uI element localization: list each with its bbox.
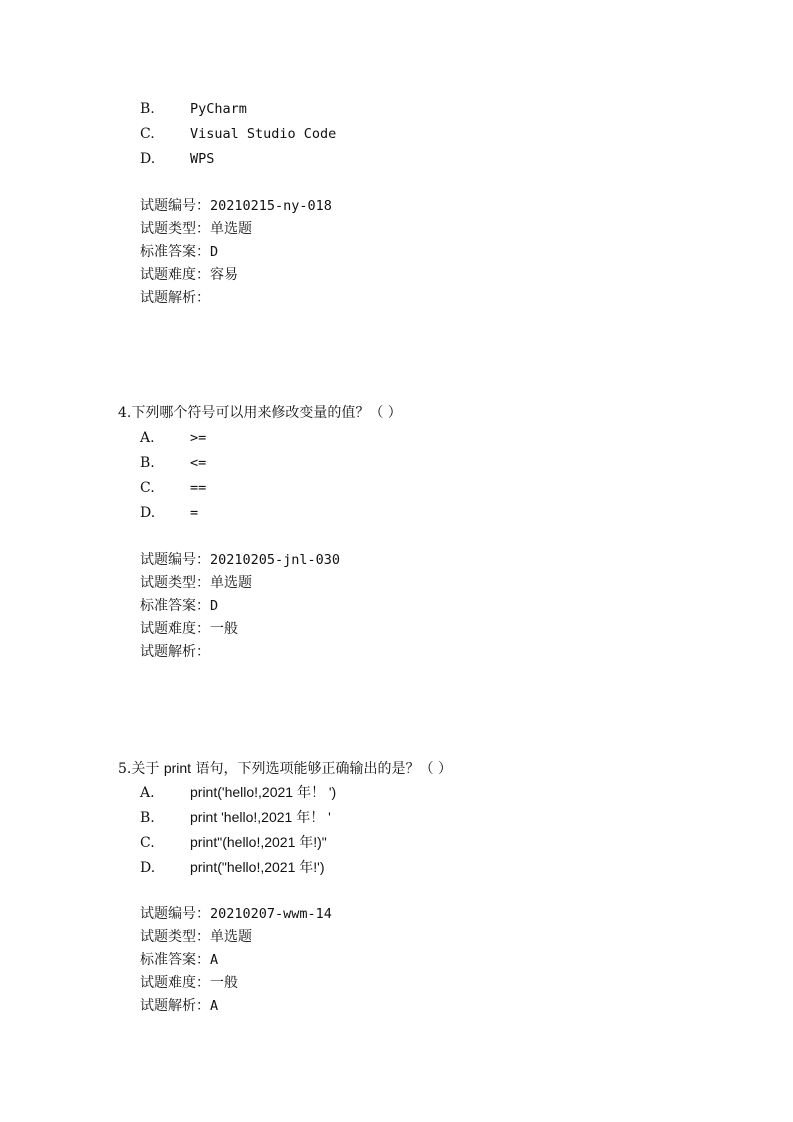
- meta-value: D: [210, 244, 219, 260]
- q4-option-d: [140, 503, 198, 523]
- q5-title-suffix: 语句，下列选项能够正确输出的是？（ ）: [191, 761, 452, 777]
- option-letter: A.: [140, 785, 155, 801]
- meta-value: 20210207-wwm-14: [210, 906, 332, 922]
- q3-option-b: [140, 99, 247, 119]
- q3-meta-id: [140, 196, 332, 216]
- q5-title-prefix: 5.关于: [118, 761, 164, 777]
- meta-label: 试题编号：: [140, 906, 210, 922]
- meta-label: 试题难度：: [140, 267, 210, 283]
- option-letter: A.: [140, 430, 155, 446]
- option-letter: B.: [140, 455, 155, 471]
- q5-meta-type: [140, 927, 252, 947]
- meta-label: 试题难度：: [140, 621, 210, 637]
- meta-label: 试题解析：: [140, 998, 210, 1014]
- meta-label: 标准答案：: [140, 598, 210, 614]
- q4-meta-difficulty: [140, 619, 238, 639]
- option-text: <=: [190, 455, 207, 471]
- q3-meta-analysis: [140, 288, 210, 308]
- meta-label: 试题编号：: [140, 198, 210, 214]
- option-text: print 'hello!,2021 年！ ': [190, 809, 331, 825]
- q5-title: [118, 757, 452, 779]
- option-text: ==: [190, 480, 207, 496]
- q3-option-c: [140, 124, 336, 144]
- meta-label: 试题难度：: [140, 975, 210, 991]
- meta-label: 标准答案：: [140, 952, 210, 968]
- q5-title-keyword: print: [163, 760, 192, 776]
- meta-label: 标准答案：: [140, 244, 210, 260]
- meta-value: A: [210, 952, 219, 968]
- q3-meta-type: [140, 219, 252, 239]
- option-text: >=: [190, 430, 207, 446]
- option-text: print("hello!,2021 年!'): [190, 859, 325, 875]
- option-text: PyCharm: [190, 101, 247, 117]
- meta-value: 20210215-ny-018: [210, 198, 332, 214]
- q5-option-b: [140, 807, 331, 827]
- q4-title: 4.下列哪个符号可以用来修改变量的值？（ ）: [118, 405, 402, 421]
- meta-value: 20210205-jnl-030: [210, 552, 341, 568]
- option-letter: B.: [140, 101, 155, 117]
- option-letter: D.: [140, 860, 156, 876]
- option-text: WPS: [190, 151, 215, 167]
- option-letter: C.: [140, 480, 155, 496]
- option-letter: D.: [140, 505, 156, 521]
- q3-meta-difficulty: [140, 265, 238, 285]
- q5-option-c: [140, 832, 327, 852]
- q3-option-d: [140, 149, 214, 169]
- q4-option-b: [140, 453, 206, 473]
- q4-meta-type: [140, 573, 252, 593]
- q4-option-c: [140, 478, 206, 498]
- meta-value: A: [210, 998, 219, 1014]
- option-text: Visual Studio Code: [190, 126, 337, 142]
- q5-option-d: [140, 857, 324, 877]
- q5-meta-id: [140, 904, 332, 924]
- meta-value: 单选题: [210, 929, 252, 945]
- meta-label: 试题编号：: [140, 552, 210, 568]
- option-text: =: [190, 505, 199, 521]
- option-letter: B.: [140, 810, 155, 826]
- meta-label: 试题解析：: [140, 644, 210, 660]
- q5-meta-difficulty: [140, 973, 238, 993]
- meta-value: 单选题: [210, 575, 252, 591]
- q4-meta-id: [140, 550, 340, 570]
- q4-option-a: [140, 428, 206, 448]
- option-letter: C.: [140, 126, 155, 142]
- meta-label: 试题类型：: [140, 221, 210, 237]
- option-text: print"(hello!,2021 年!)": [190, 834, 327, 850]
- q3-meta-answer: [140, 242, 218, 262]
- option-letter: D.: [140, 151, 156, 167]
- q5-meta-answer: [140, 950, 218, 970]
- meta-label: 试题类型：: [140, 929, 210, 945]
- q5-meta-analysis: [140, 996, 218, 1016]
- option-letter: C.: [140, 835, 155, 851]
- meta-value: D: [210, 598, 219, 614]
- meta-label: 试题类型：: [140, 575, 210, 591]
- meta-value: 一般: [210, 621, 238, 637]
- meta-value: 单选题: [210, 221, 252, 237]
- option-text: print('hello!,2021 年！ '): [190, 784, 337, 800]
- meta-label: 试题解析：: [140, 290, 210, 306]
- meta-value: 一般: [210, 975, 238, 991]
- q4-meta-answer: [140, 596, 218, 616]
- q4-meta-analysis: [140, 642, 210, 662]
- meta-value: 容易: [210, 267, 238, 283]
- q5-option-a: [140, 782, 336, 802]
